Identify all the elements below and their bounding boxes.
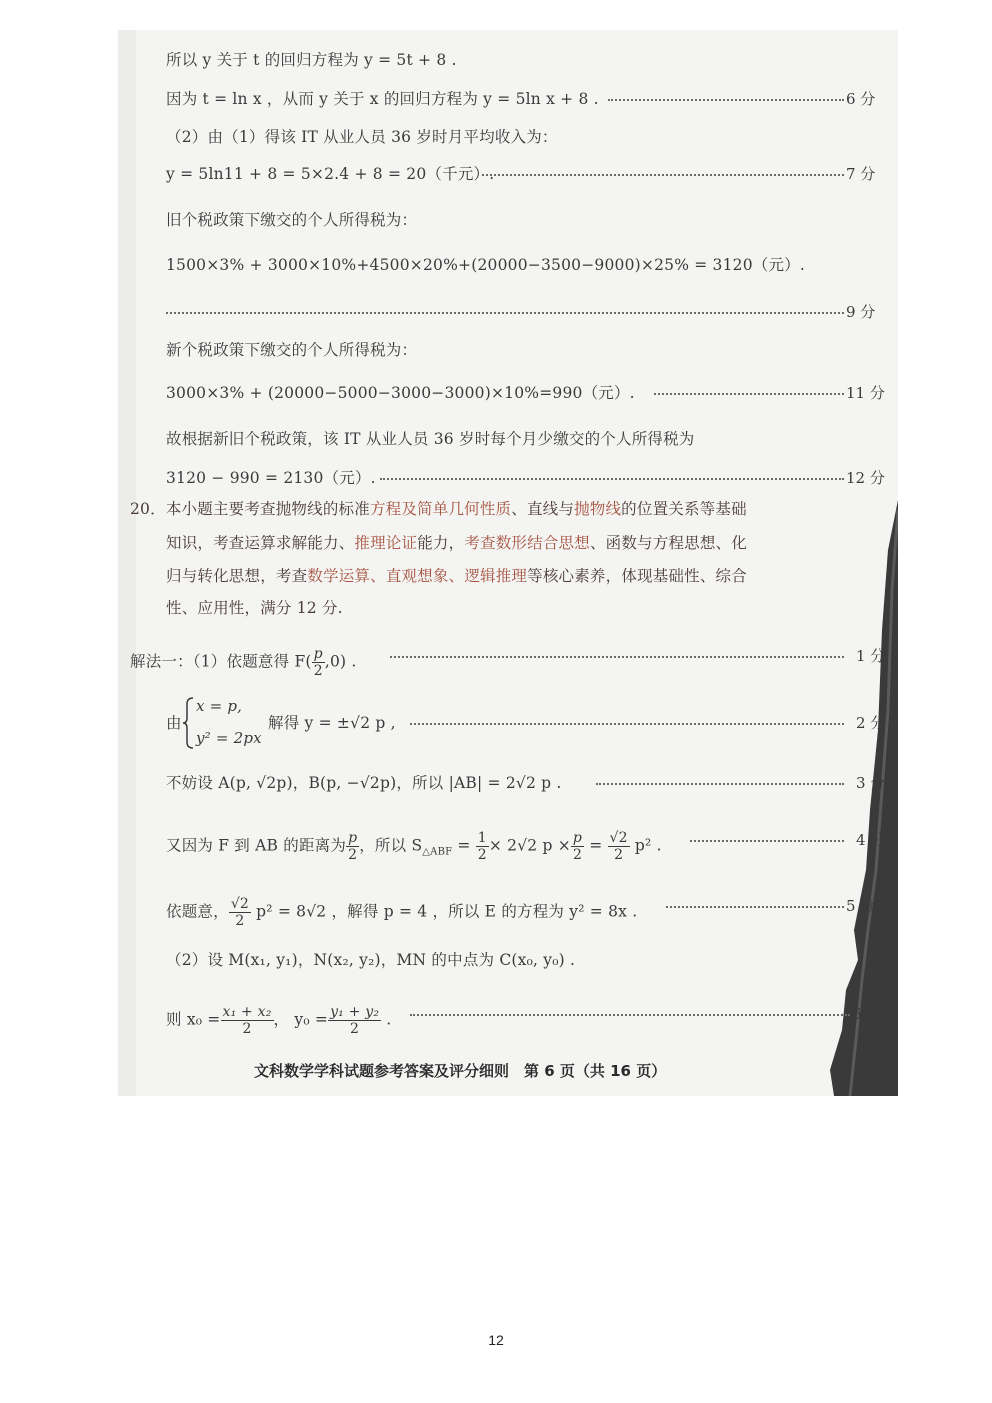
torn-edge	[118, 30, 898, 1096]
fraction-denominator: 2	[242, 1021, 252, 1037]
score-2: 2 分	[856, 714, 886, 732]
page-number: 12	[488, 1332, 504, 1348]
score-9: 9 分	[846, 303, 876, 321]
text-line-income-calc: y = 5ln11 + 8 = 5×2.4 + 8 = 20（千元）.	[166, 165, 495, 183]
q20-highlight: 方程及简单几何性质	[369, 500, 512, 518]
area-text: =	[584, 836, 608, 855]
fraction	[312, 646, 325, 679]
system-row-1: x = p,	[196, 697, 243, 715]
text-line-part2: （2）由（1）得该 IT 从业人员 36 岁时月平均收入为：	[166, 128, 558, 146]
score-11: 11 分	[846, 384, 885, 402]
text-line-solve-p	[166, 896, 637, 929]
system-solution: 解得 y = ±√2 p ,	[268, 714, 396, 732]
fraction	[229, 896, 251, 929]
text-line-midpoint: （2）设 M(x₁, y₁)，N(x₂, y₂)，MN 的中点为 C(x₀, y₀) .	[166, 951, 576, 969]
dot-leader	[166, 312, 844, 314]
text-line-area	[166, 830, 662, 863]
q20-highlight: 抛物线	[574, 500, 622, 518]
dot-leader	[380, 478, 844, 480]
dot-leader	[654, 393, 844, 395]
q20-intro-line-1	[130, 499, 747, 519]
fraction-denominator: 2	[348, 847, 358, 863]
midpoint-text: .	[381, 1010, 392, 1029]
score-1: 1 分	[856, 647, 886, 665]
area-text: p² .	[629, 836, 662, 855]
text-line-conclusion: 故根据新旧个税政策，该 IT 从业人员 36 岁时每个月少缴交的个人所得税为	[166, 430, 695, 448]
score-3: 3 分	[856, 774, 886, 792]
dot-leader	[690, 840, 844, 842]
area-text: ，所以 S	[359, 836, 423, 855]
q20-text: 、函数与方程思想、化	[589, 534, 747, 552]
system-row-2: y² = 2px	[196, 729, 262, 747]
text-line-regression-t: 所以 y 关于 t 的回归方程为 y = 5t + 8 .	[166, 51, 457, 69]
scanned-page	[118, 30, 898, 1096]
solve-text: 依题意，	[166, 902, 229, 921]
q20-text: 等核心素养，体现基础性、综合	[527, 567, 747, 585]
dot-leader	[596, 783, 844, 785]
fraction	[476, 830, 489, 863]
q20-highlight: 考查数形结合思想	[464, 534, 590, 552]
q20-intro-line-2	[166, 533, 747, 553]
fraction-numerator: 1	[477, 830, 487, 846]
dot-leader	[482, 174, 844, 176]
text-line-old-tax-calc: 1500×3% + 3000×10%+4500×20%+(20000−3500−9000)×25% = 3120（元）.	[166, 256, 806, 274]
page-footer: 文科数学学科试题参考答案及评分细则 第 6 页（共 16 页）	[254, 1062, 667, 1080]
score-4: 4 分	[856, 831, 886, 849]
score-5: 5 分	[846, 897, 876, 915]
fraction-denominator: 2	[235, 913, 245, 929]
fraction-denominator: 2	[477, 847, 487, 863]
q20-intro-line-4: 性、应用性，满分 12 分.	[166, 599, 343, 617]
score-6: 6 分	[846, 90, 876, 108]
dot-leader	[666, 906, 844, 908]
text-line-new-tax-calc: 3000×3% + (20000−5000−3000−3000)×10%=990（元）.	[166, 384, 635, 402]
fraction	[328, 1004, 381, 1037]
fraction	[346, 830, 359, 863]
midpoint-text: ， y₀ =	[273, 1010, 329, 1029]
fraction	[571, 830, 584, 863]
q20-highlight: 数学运算、直观想象、逻辑推理	[307, 567, 528, 585]
dot-leader	[410, 723, 844, 725]
q20-text: 的位置关系等基础	[621, 500, 747, 518]
fraction	[608, 830, 630, 863]
solve-text: p² = 8√2 ，解得 p = 4 ，所以 E 的方程为 y² = 8x .	[251, 902, 638, 921]
text-line-difference: 3120 − 990 = 2130（元）.	[166, 469, 376, 487]
fraction-numerator: y₁ + y₂	[330, 1004, 380, 1020]
dot-leader	[410, 1014, 850, 1016]
solution-text: ,0) .	[324, 652, 357, 671]
dot-leader	[608, 99, 844, 101]
midpoint-text: 则 x₀ =	[166, 1010, 221, 1029]
solution-step-focus	[130, 646, 357, 679]
q20-intro-line-3	[166, 566, 747, 586]
area-text: =	[452, 836, 476, 855]
fraction-numerator: x₁ + x₂	[222, 1004, 272, 1020]
dot-leader	[390, 656, 844, 658]
area-text: × 2√2 p ×	[488, 836, 571, 855]
fraction-denominator: 2	[350, 1021, 360, 1037]
fraction-numerator: p	[348, 830, 358, 846]
text-line-regression-x: 因为 t = ln x ，从而 y 关于 x 的回归方程为 y = 5ln x + 8 .	[166, 90, 599, 108]
fraction-denominator: 2	[313, 663, 323, 679]
solution-text: 解法一：（1）依题意得 F(	[130, 652, 312, 671]
area-subscript: △ABF	[422, 846, 453, 858]
text-line-points-ab: 不妨设 A(p, √2p)，B(p, −√2p)，所以 |AB| = 2√2 p .	[166, 774, 562, 792]
q20-number: 20．	[130, 500, 166, 518]
fraction-numerator: p	[313, 646, 323, 662]
score-7: 7 分	[846, 165, 876, 183]
area-text: 又因为 F 到 AB 的距离为	[166, 836, 347, 855]
fraction	[221, 1004, 274, 1037]
fraction-numerator: p	[572, 830, 583, 846]
q20-highlight: 推理论证	[354, 534, 418, 552]
q20-text: 能力，	[417, 534, 465, 552]
score-6b: 6	[852, 1005, 862, 1023]
text-line-new-tax-heading: 新个税政策下缴交的个人所得税为：	[166, 341, 418, 359]
q20-text: 归与转化思想，考查	[166, 567, 308, 585]
left-brace	[182, 696, 194, 750]
fraction-denominator: 2	[572, 847, 583, 863]
q20-text: 知识，考查运算求解能力、	[166, 534, 355, 552]
text-line-old-tax-heading: 旧个税政策下缴交的个人所得税为：	[166, 211, 418, 229]
q20-text: 、直线与	[511, 500, 575, 518]
fraction-denominator: 2	[614, 847, 624, 863]
score-12: 12 分	[846, 469, 885, 487]
text-line-midpoint-coords	[166, 1004, 391, 1037]
system-prefix: 由	[166, 714, 182, 732]
fraction-numerator: √2	[609, 830, 628, 846]
q20-text: 本小题主要考查抛物线的标准	[165, 500, 370, 518]
fraction-numerator: √2	[230, 896, 250, 912]
